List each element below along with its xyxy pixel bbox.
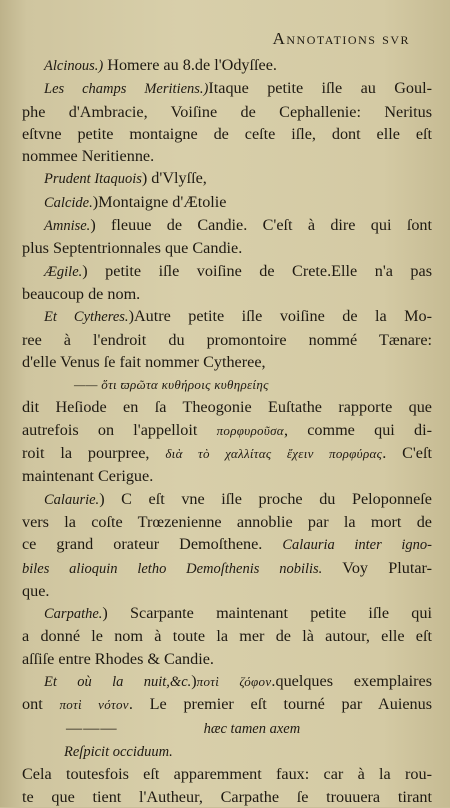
text-line: Carpathe.) Scarpante maintenant petite iſle qui [44, 604, 432, 623]
text-line: Alcinous.) Homere au 8.de l'Odyſſee. [44, 56, 277, 74]
page-body [22, 54, 432, 808]
latin-quote: Calauria inter igno- [282, 537, 432, 554]
lemma: Amnise. [44, 218, 91, 235]
text-line: aſſiſe entre Rhodes & Candie. [22, 649, 214, 668]
text-line: Amnise.) fleuue de Candie. C'eſt à dire qui ſont [44, 216, 432, 235]
greek-phrase: διὰ τὸ χαλλίτας ἔχειν πορφύρας [165, 446, 383, 462]
verse-dash: ——— [66, 718, 118, 737]
text-line: roit la pourpree, διὰ τὸ χαλλίτας ἔχειν πορφύρας. C'eſt [22, 444, 432, 463]
text-line: autrefois on l'appelloit πορφυροῦσα, comme qui di- [22, 420, 432, 439]
greek-word: πορφυροῦσα [216, 422, 284, 438]
text-line: que. [22, 581, 50, 600]
running-header: Annotations svr [272, 29, 410, 48]
text-line: Calcide.)Montaigne d'Ætolie [44, 192, 227, 211]
greek-verse-line [22, 373, 432, 396]
text-line: biles alioquin letho Demoſthenis nobilis. Voy Plutar- [22, 558, 432, 577]
text-line: Ægile.) petite iſle voiſine de Crete.Elle n'a pas [44, 261, 432, 280]
verse-line [22, 717, 432, 740]
text-line: ree à l'endroit du promontoire nommé Tænare: [22, 330, 432, 349]
text-line: ce grand orateur Demoſthene. Calauria inter igno- [22, 535, 432, 554]
text-line: ont ποτὶ νότον. Le premier eſt tourné par Auienus [22, 695, 433, 714]
lemma: Carpathe. [44, 606, 103, 623]
text-line: a donné le nom à toute la mer de là autour, elle eſt [22, 627, 432, 646]
text-line: phe d'Ambracie, Voiſine de Cephallenie: Neritus [22, 102, 432, 121]
latin-quote: biles alioquin letho Demoſthenis nobilis. [22, 560, 323, 577]
text-line: vers la coſte Trœzenienne annoblie par la mort de [22, 512, 432, 531]
text-line: Les champs Meritiens.)Itaque petite iſle au Goul- [44, 79, 432, 98]
lemma: Prudent Itaquois [44, 171, 142, 188]
text-line: Et Cytheres.)Autre petite iſle voiſine de la Mo- [44, 307, 432, 326]
lemma: Les champs Meritiens.) [44, 81, 209, 98]
text-line: d'elle Venus ſe fait nommer Cytheree, [22, 352, 266, 371]
latin-verse: Reſpicit occiduum. [64, 743, 173, 760]
text-line: te que tient l'Autheur, Carpathe ſe trouuera tirant [22, 787, 432, 806]
text-line: nommee Neritienne. [22, 147, 155, 166]
verse-line [22, 740, 432, 763]
latin-verse: hæc tamen axem [203, 720, 301, 737]
text-line: plus Septentrionnales que Candie. [22, 239, 243, 258]
lemma: Ægile. [44, 263, 83, 280]
lemma: Calcide. [44, 194, 93, 211]
lemma: Et Cytheres. [44, 309, 129, 326]
lemma: Calaurie. [44, 491, 100, 508]
lemma: Et où la nuit,&c. [44, 674, 192, 691]
greek-word: ποτὶ νότον [59, 697, 129, 713]
text-line: beaucoup de nom. [22, 284, 141, 303]
text-line: Cela toutesfois eſt apparemment faux: car à la rou- [22, 765, 432, 784]
text-line: Prudent Itaquois) d'Vlyſſe, [44, 169, 207, 188]
text-line: maintenant Cerigue. [22, 467, 154, 486]
greek-quote: —— ὅτι ϖρῶτα κυθήροις κυθηρείης [74, 377, 269, 393]
text-line: dit Heſiode en ſa Theogonie Euſtathe rapporte que [22, 398, 432, 417]
text-line: Et où la nuit,&c.)ποτὶ ζόφον.quelques exemplaires [44, 672, 432, 691]
text-line: Calaurie.) C eſt vne iſle proche du Peloponneſe [44, 489, 432, 508]
greek-word: ποτὶ ζόφον [196, 674, 272, 690]
text-line: eſtvne petite montaigne de ceſte iſle, dont elle eſt [22, 124, 432, 143]
lemma: Alcinous.) [44, 58, 104, 74]
